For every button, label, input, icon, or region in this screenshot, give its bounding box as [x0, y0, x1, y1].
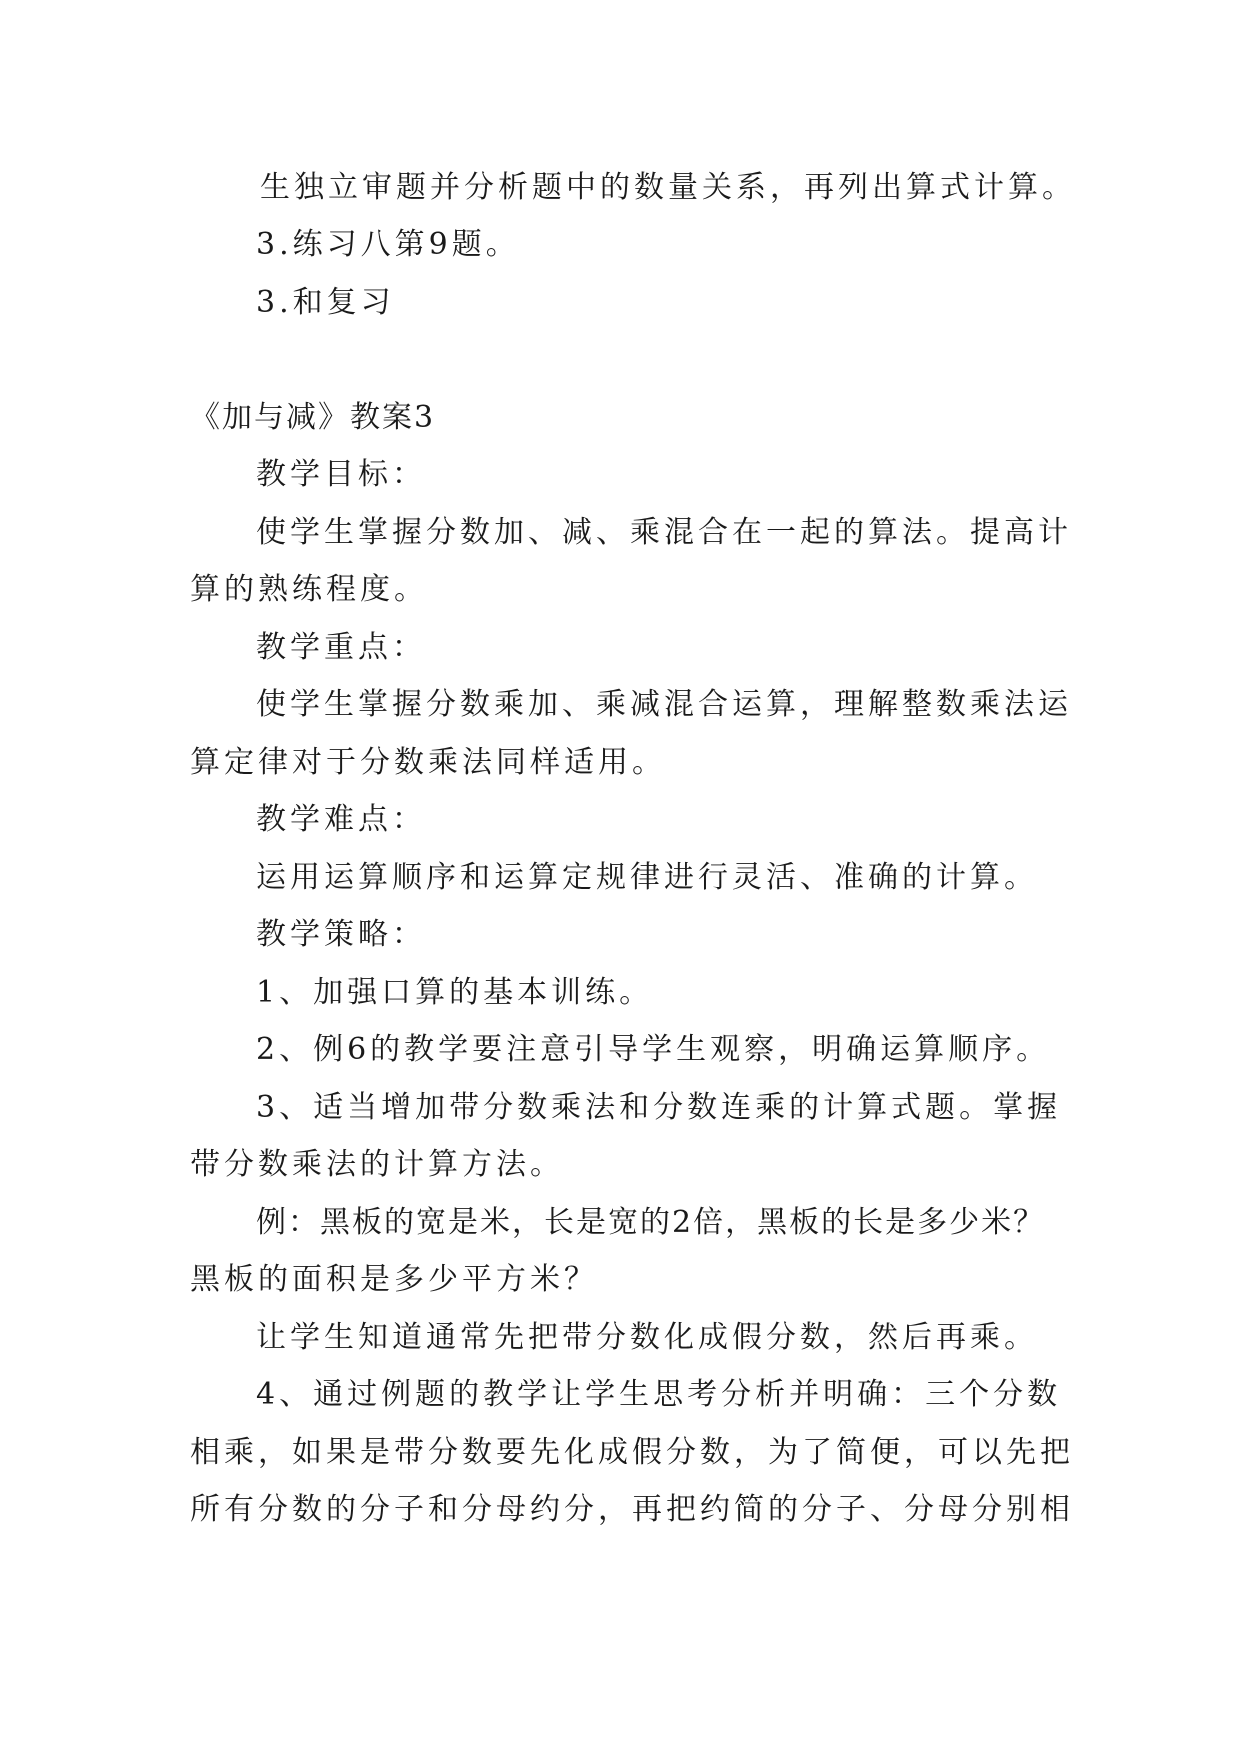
- text-line: 使学生掌握分数乘加、乘减混合运算，理解整数乘法运: [256, 687, 1072, 722]
- text-line: 带分数乘法的计算方法。: [190, 1147, 564, 1182]
- text-line: 相乘，如果是带分数要先化成假分数，为了简便，可以先把: [190, 1435, 1074, 1470]
- text-line: 所有分数的分子和分母约分，再把约简的分子、分母分别相: [190, 1492, 1074, 1527]
- text-line: 黑板的面积是多少平方米？: [190, 1262, 598, 1297]
- text-line: 运用运算顺序和运算定规律进行灵活、准确的计算。: [256, 860, 1038, 895]
- text-line: 例：黑板的宽是米，长是宽的2倍，黑板的长是多少米？: [256, 1205, 1046, 1240]
- text-line: 2、例6的教学要注意引导学生观察，明确运算顺序。: [256, 1032, 1051, 1067]
- heading-strategies: 教学策略：: [256, 917, 426, 952]
- text-line: 使学生掌握分数加、减、乘混合在一起的算法。提高计: [256, 515, 1072, 550]
- text-line: 生独立审题并分析题中的数量关系，再列出算式计算。: [260, 170, 1076, 205]
- text-line: 4、通过例题的教学让学生思考分析并明确：三个分数: [256, 1377, 1062, 1412]
- text-line: 1、加强口算的基本训练。: [256, 975, 654, 1010]
- heading-objectives: 教学目标：: [256, 457, 426, 492]
- text-line: 让学生知道通常先把带分数化成假分数，然后再乘。: [256, 1320, 1038, 1355]
- text-line: 3.练习八第9题。: [256, 227, 520, 262]
- section-title: 《加与减》教案3: [190, 400, 436, 435]
- text-line: 算的熟练程度。: [190, 572, 428, 607]
- text-line: 算定律对于分数乘法同样适用。: [190, 745, 666, 780]
- text-line: 3、适当增加带分数乘法和分数连乘的计算式题。掌握: [256, 1090, 1062, 1125]
- heading-key-points: 教学重点：: [256, 630, 426, 665]
- heading-difficulties: 教学难点：: [256, 802, 426, 837]
- text-line: 3.和复习: [256, 285, 395, 320]
